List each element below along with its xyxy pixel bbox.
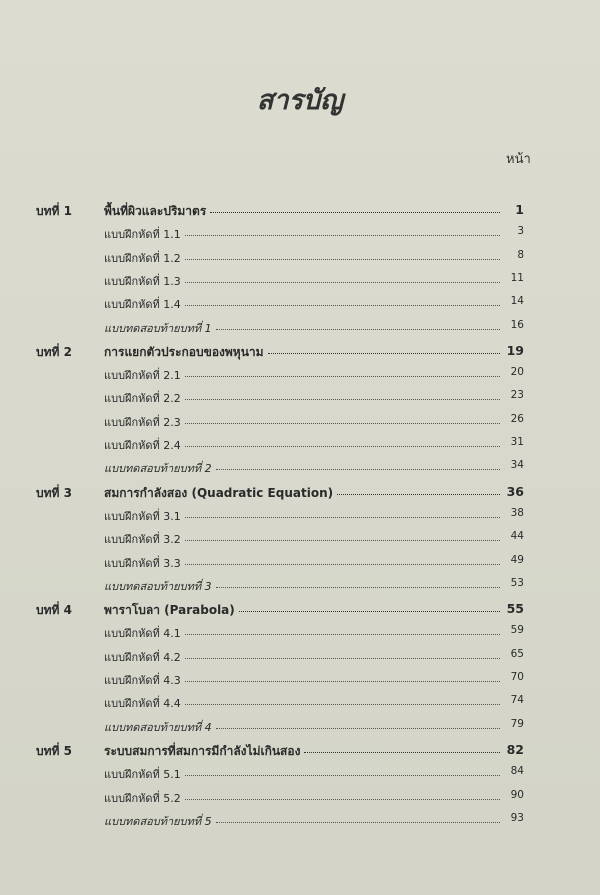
dot-leader xyxy=(216,329,500,330)
entry-label: แบบฝึกหัดที่ 1.2 xyxy=(104,249,181,267)
entry-label: แบบฝึกหัดที่ 5.2 xyxy=(104,789,181,807)
dot-leader xyxy=(185,517,500,518)
page-column-header: หน้า xyxy=(506,152,531,167)
entry-label: แบบฝึกหัดที่ 2.3 xyxy=(104,413,181,431)
page-number: 31 xyxy=(510,436,524,448)
dot-leader xyxy=(210,212,500,213)
entry-label: แบบทดสอบท้ายบทที่ 1 xyxy=(104,319,212,337)
dot-leader xyxy=(185,634,500,635)
chapter-title: พื้นที่ผิวและปริมาตร xyxy=(104,202,206,221)
page-number: 14 xyxy=(510,295,524,308)
chapter-test-row[interactable] xyxy=(0,459,600,479)
chapter-row[interactable] xyxy=(0,202,600,222)
entry-label: แบบฝึกหัดที่ 1.4 xyxy=(104,295,181,313)
exercise-row[interactable] xyxy=(0,295,600,315)
page-number: 82 xyxy=(506,741,524,757)
page-number: 23 xyxy=(510,389,524,402)
chapter-title: พาราโบลา (Parabola) xyxy=(104,601,235,620)
chapter-number: บทที่ 1 xyxy=(36,204,72,218)
page-number: 59 xyxy=(510,624,524,637)
dot-leader xyxy=(304,752,500,753)
page-number: 1 xyxy=(515,202,524,217)
entry-label: แบบฝึกหัดที่ 2.4 xyxy=(104,436,181,454)
page-number: 79 xyxy=(510,717,524,730)
exercise-row[interactable] xyxy=(0,389,600,409)
chapter-test-row[interactable] xyxy=(0,577,600,597)
page-number: 44 xyxy=(510,530,524,543)
entry-label: แบบฝึกหัดที่ 2.2 xyxy=(104,389,181,407)
dot-leader xyxy=(185,658,500,659)
exercise-row[interactable] xyxy=(0,671,600,691)
entry-label: แบบฝึกหัดที่ 3.1 xyxy=(104,507,181,525)
exercise-row[interactable] xyxy=(0,789,600,809)
exercise-row[interactable] xyxy=(0,530,600,550)
entry-label: แบบฝึกหัดที่ 3.3 xyxy=(104,554,181,572)
entry-label: แบบทดสอบท้ายบทที่ 5 xyxy=(104,812,212,830)
exercise-row[interactable] xyxy=(0,272,600,292)
page-number: 93 xyxy=(510,811,524,824)
dot-leader xyxy=(185,540,500,541)
chapter-title: สมการกำลังสอง (Quadratic Equation) xyxy=(104,484,333,503)
dot-leader xyxy=(185,282,500,283)
exercise-row[interactable] xyxy=(0,694,600,714)
entry-label: แบบฝึกหัดที่ 4.1 xyxy=(104,624,181,642)
dot-leader xyxy=(216,469,500,470)
entry-label: แบบทดสอบท้ายบทที่ 2 xyxy=(104,459,212,477)
exercise-row[interactable] xyxy=(0,648,600,668)
dot-leader xyxy=(185,423,500,424)
dot-leader xyxy=(185,681,500,682)
dot-leader xyxy=(268,353,500,354)
exercise-row[interactable] xyxy=(0,507,600,527)
entry-label: แบบฝึกหัดที่ 5.1 xyxy=(104,765,181,783)
exercise-row[interactable] xyxy=(0,624,600,644)
dot-leader xyxy=(185,305,500,306)
dot-leader xyxy=(185,446,500,447)
dot-leader xyxy=(185,775,500,776)
chapter-row[interactable] xyxy=(0,742,600,762)
entry-label: แบบฝึกหัดที่ 2.1 xyxy=(104,366,181,384)
page-number: 55 xyxy=(506,601,524,617)
entry-label: แบบฝึกหัดที่ 1.1 xyxy=(104,225,181,243)
dot-leader xyxy=(216,822,500,823)
page-number: 38 xyxy=(510,506,524,519)
page-number: 8 xyxy=(517,248,524,261)
dot-leader xyxy=(185,259,500,260)
page-number: 20 xyxy=(510,366,524,379)
entry-label: แบบฝึกหัดที่ 3.2 xyxy=(104,530,181,548)
dot-leader xyxy=(216,728,500,729)
dot-leader xyxy=(185,564,500,565)
page-number: 49 xyxy=(510,553,524,566)
chapter-number: บทที่ 3 xyxy=(36,485,72,500)
dot-leader xyxy=(185,704,500,705)
chapter-title: ระบบสมการที่สมการมีกำลังไม่เกินสอง xyxy=(104,742,300,761)
page-number: 65 xyxy=(510,647,524,660)
chapter-test-row[interactable] xyxy=(0,718,600,738)
page-number: 26 xyxy=(510,412,524,425)
page-number: 16 xyxy=(510,318,524,331)
chapter-number: บทที่ 4 xyxy=(36,603,72,618)
page-number: 70 xyxy=(510,671,524,683)
chapter-row[interactable] xyxy=(0,484,600,504)
page-number: 90 xyxy=(510,788,524,801)
page-number: 84 xyxy=(510,765,524,778)
entry-label: แบบทดสอบท้ายบทที่ 4 xyxy=(104,718,212,736)
page-number: 19 xyxy=(506,342,524,358)
entry-label: แบบฝึกหัดที่ 1.3 xyxy=(104,272,181,290)
dot-leader xyxy=(337,494,500,495)
page-number: 36 xyxy=(506,483,524,499)
page-number: 34 xyxy=(510,459,524,472)
chapter-title: การแยกตัวประกอบของพหุนาม xyxy=(104,343,264,362)
exercise-row[interactable] xyxy=(0,436,600,456)
page-number: 74 xyxy=(510,694,524,707)
exercise-row[interactable] xyxy=(0,554,600,574)
chapter-row[interactable] xyxy=(0,601,600,621)
page-number: 11 xyxy=(510,271,524,284)
dot-leader xyxy=(185,376,500,377)
dot-leader xyxy=(185,399,500,400)
entry-label: แบบฝึกหัดที่ 4.4 xyxy=(104,694,181,712)
page-number: 3 xyxy=(517,225,524,238)
page-number: 53 xyxy=(510,576,524,589)
exercise-row[interactable] xyxy=(0,765,600,785)
exercise-row[interactable] xyxy=(0,413,600,433)
chapter-test-row[interactable] xyxy=(0,812,600,832)
chapter-test-row[interactable] xyxy=(0,319,600,339)
dot-leader xyxy=(185,799,500,800)
dot-leader xyxy=(185,235,500,236)
exercise-row[interactable] xyxy=(0,225,600,245)
entry-label: แบบฝึกหัดที่ 4.2 xyxy=(104,648,181,666)
entry-label: แบบทดสอบท้ายบทที่ 3 xyxy=(104,577,212,595)
exercise-row[interactable] xyxy=(0,366,600,386)
dot-leader xyxy=(216,587,500,588)
chapter-number: บทที่ 2 xyxy=(36,344,72,359)
page-title: สารบัญ xyxy=(256,85,344,116)
dot-leader xyxy=(239,611,500,612)
chapter-row[interactable] xyxy=(0,343,600,363)
chapter-number: บทที่ 5 xyxy=(36,743,72,758)
exercise-row[interactable] xyxy=(0,249,600,269)
entry-label: แบบฝึกหัดที่ 4.3 xyxy=(104,671,181,689)
